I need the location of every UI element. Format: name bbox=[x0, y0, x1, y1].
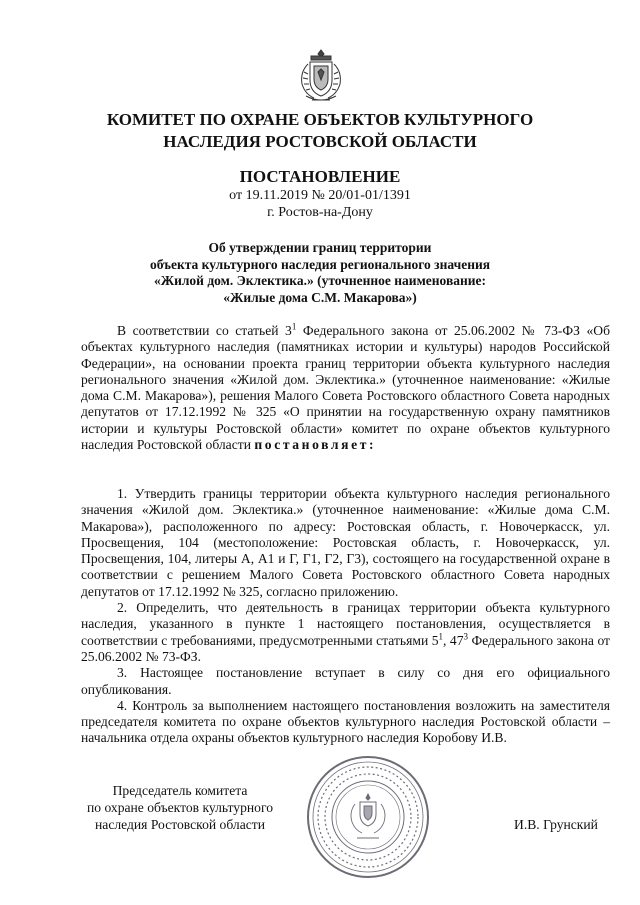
item2-superscript-1: 1 bbox=[438, 631, 444, 642]
signatory-position-line1: Председатель комитета bbox=[112, 783, 248, 798]
signatory-position bbox=[50, 782, 310, 833]
subject-line3: «Жилой дом. Эклектика.» (уточненное наименование: bbox=[153, 273, 487, 288]
resolution-item-2 bbox=[81, 600, 610, 665]
organization-title bbox=[60, 109, 580, 153]
resolves-verb: постановляет: bbox=[254, 437, 377, 453]
item2-superscript-2: 3 bbox=[463, 631, 468, 642]
signatory-name: И.В. Грунский bbox=[514, 817, 598, 832]
organization-title-line1: КОМИТЕТ ПО ОХРАНЕ ОБЪЕКТОВ КУЛЬТУРНОГО bbox=[106, 110, 534, 129]
signatory-position-line2: по охране объектов культурного bbox=[86, 800, 274, 815]
resolution-item-1: 1. Утвердить границы территории объекта культурного наследия регионального значения «Жилой дом. Эклектика.» (уточненное наименование: «Жилые дома С.М. Макарова»), расположенного по адресу: Ростовская область, г. Новочеркасск, ул. Просвещения, 104 (местоположение: Ростовская область, г. Новочеркасск, ул. Просвещения, 104, литеры А, А1 и Г, Г1, Г2, Г3), состоящего на государственной охране в соответствии с решением Малого Совета Ростовского областного Совета народных депутатов от 17.12.1992 № 325, согласно приложению. bbox=[81, 486, 610, 599]
resolution-item-3: 3. Настоящее постановление вступает в силу со дня его официального опубликования. bbox=[81, 665, 610, 697]
coat-of-arms-icon bbox=[296, 46, 346, 106]
subject-line2: объекта культурного наследия регионального значения bbox=[149, 256, 491, 272]
item2-text-c: Федерального закона от 25.06.2002 № 73-ФЗ. bbox=[81, 632, 610, 664]
item2-text-b: , 47 bbox=[443, 632, 464, 648]
document-city: г. Ростов-на-Дону bbox=[267, 205, 373, 220]
official-seal-icon bbox=[303, 752, 433, 882]
subject-line1: Об утверждении границ территории bbox=[208, 240, 432, 255]
item2-text-a: 2. Определить, что деятельность в границах территории объекта культурного наследия, указанного в пункте 1 настоящего постановления, осуществляется в соответствии с требованиями, предусмотренными статьями 5 bbox=[81, 600, 610, 648]
document-subject bbox=[100, 240, 540, 306]
preamble-rest: Федерального закона от 25.06.2002 № 73-ФЗ «Об объектах культурного наследия (памятниках истории и культуры) народов Российской Федерации», на основании проекта границ территории объекта культурного наследия регионального значения «Жилой дом. Эклектика.» (уточненное наименование: «Жилые дома С.М. Макарова»), решения Малого Совета Ростовского областного Совета народных депутатов от 17.12.1992 № 325 «О принятии на государственную охрану памятников истории и культуры Ростовской области» комитет по охране объектов культурного наследия Ростовской области bbox=[81, 323, 610, 453]
preamble-paragraph bbox=[81, 323, 610, 453]
preamble-lead: В соответствии со статьей 3 bbox=[117, 323, 292, 338]
signatory-position-line3: наследия Ростовской области bbox=[95, 817, 265, 832]
resolution-items bbox=[81, 486, 610, 747]
document-date-number: от 19.11.2019 № 20/01-01/1391 bbox=[229, 188, 411, 203]
preamble-text bbox=[81, 323, 610, 453]
subject-line4: «Жилые дома С.М. Макарова») bbox=[223, 289, 417, 305]
resolution-item-4: 4. Контроль за выполнением настоящего постановления возложить на заместителя председателя комитета по охране объектов культурного наследия Ростовской области – начальника отдела охраны объектов культурного наследия Коробову И.В. bbox=[81, 697, 610, 746]
organization-title-line2: НАСЛЕДИЯ РОСТОВСКОЙ ОБЛАСТИ bbox=[163, 132, 477, 151]
document-type: ПОСТАНОВЛЕНИЕ bbox=[239, 167, 401, 186]
preamble-superscript: 1 bbox=[291, 321, 297, 332]
